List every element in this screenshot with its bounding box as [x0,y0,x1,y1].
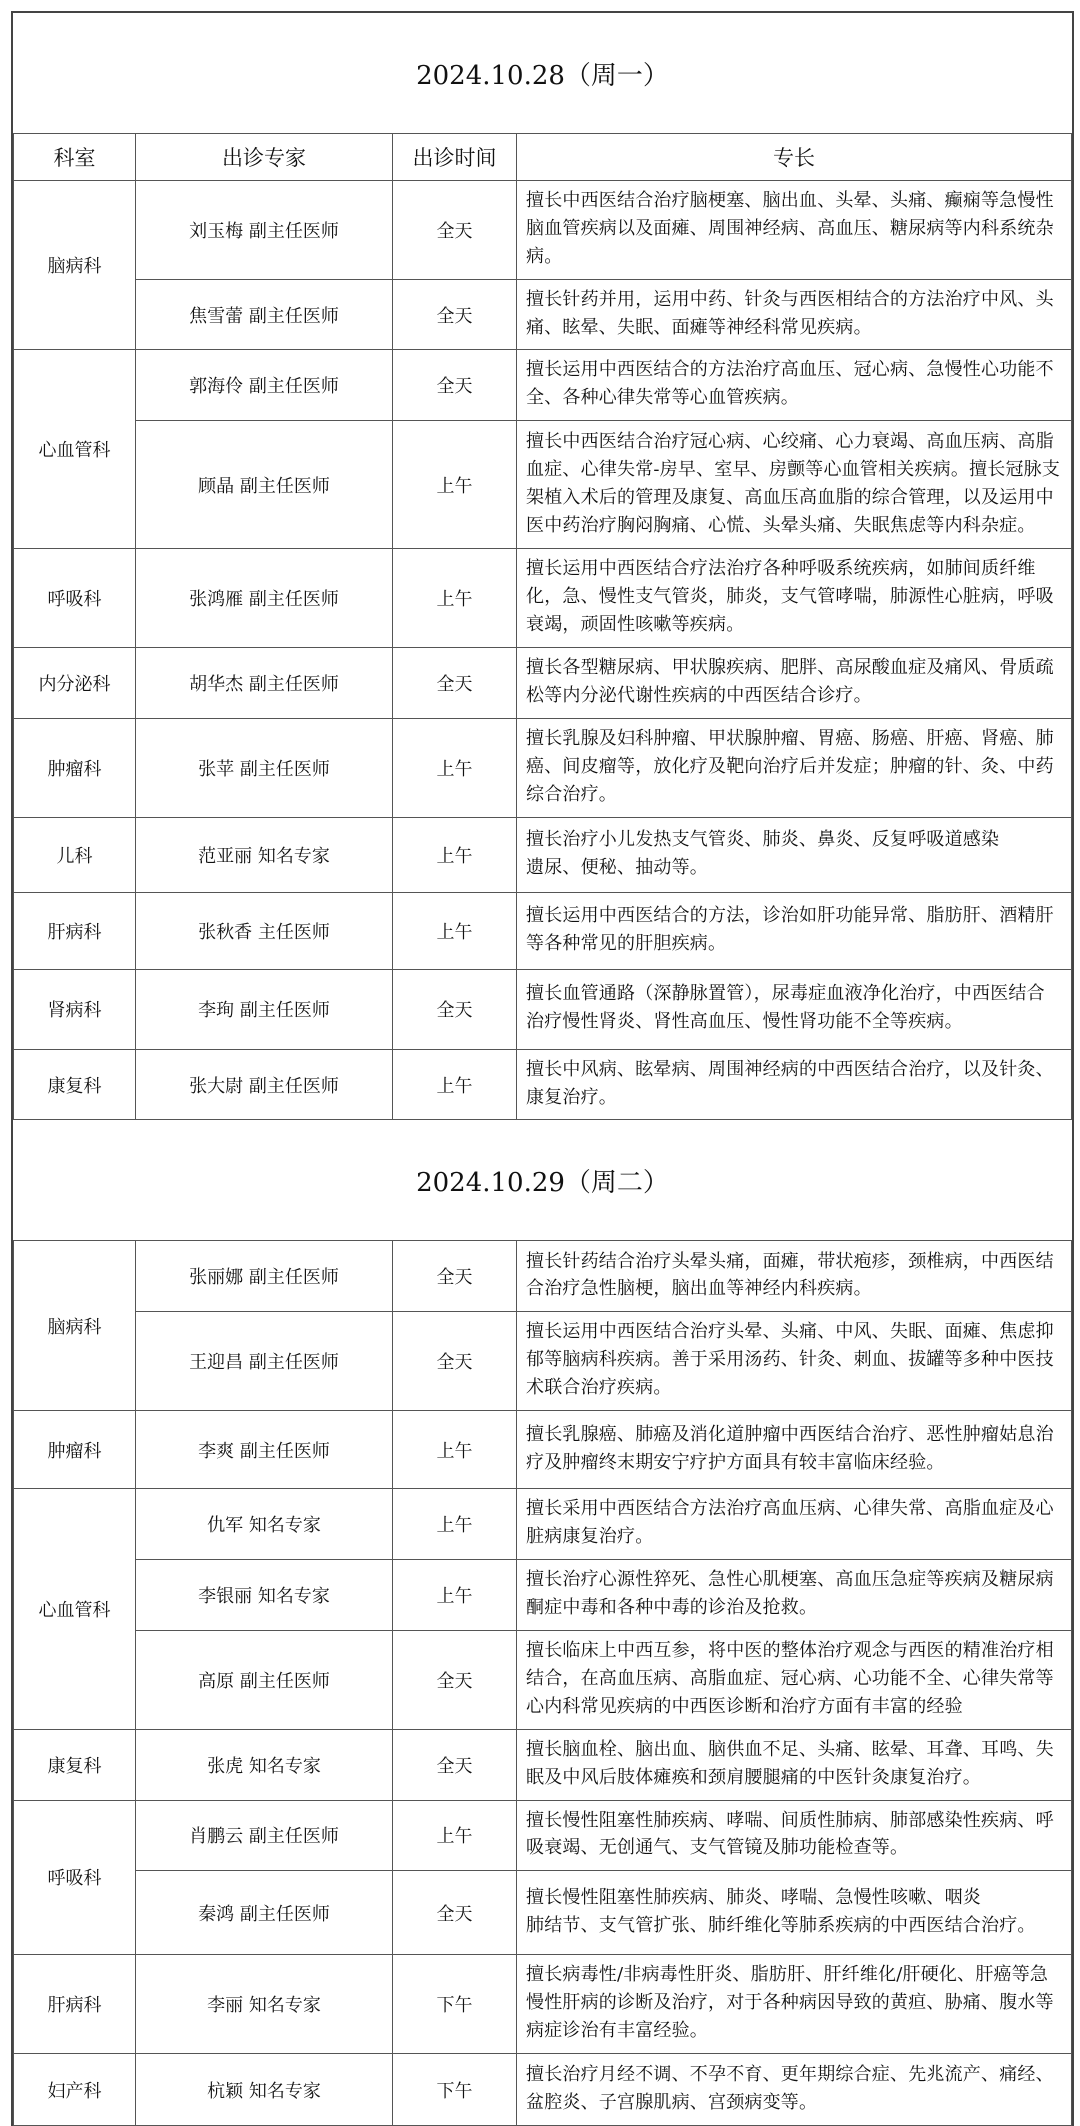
specialty-cell: 擅长病毒性/非病毒性肝炎、脂肪肝、肝纤维化/肝硬化、肝癌等急慢性肝病的诊断及治疗，对于各种病因导致的黄疸、胁痛、腹水等病症诊治有丰富经验。 [517,1955,1072,2054]
doctor-cell: 张秋香 主任医师 [136,892,393,969]
time-cell: 上午 [393,1559,517,1630]
doctor-cell: 杭颖 知名专家 [136,2054,393,2126]
specialty-cell: 擅长运用中西医结合疗法治疗各种呼吸系统疾病，如肺间质纤维化，急、慢性支气管炎，肺炎，支气管哮喘，肺源性心脏病，呼吸衰竭，顽固性咳嗽等疾病。 [517,549,1072,648]
table-row [14,1871,1072,1955]
specialty-cell: 擅长运用中西医结合的方法治疗高血压、冠心病、急慢性心功能不全、各种心律失常等心血管疾病。 [517,350,1072,421]
dept-cell: 呼吸科 [14,549,136,648]
date-text: 2024.10.28（周一） [416,60,669,91]
table-row [14,279,1072,350]
specialty-cell: 擅长慢性阻塞性肺疾病、哮喘、间质性肺病、肺部感染性疾病、呼吸衰竭、无创通气、支气管镜及肺功能检查等。 [517,1800,1072,1871]
dept-cell: 肝病科 [14,1955,136,2054]
specialty-cell: 擅长中西医结合治疗脑梗塞、脑出血、头晕、头痛、癫痫等急慢性脑血管疾病以及面瘫、周围神经病、高血压、糖尿病等内科系统杂病。 [517,181,1072,280]
doctor-cell: 张丽娜 副主任医师 [136,1241,393,1312]
table-row [14,2054,1072,2126]
table-row [14,817,1072,892]
specialty-cell: 擅长运用中西医结合的方法，诊治如肝功能异常、脂肪肝、酒精肝等各种常见的肝胆疾病。 [517,892,1072,969]
specialty-cell: 擅长治疗心源性猝死、急性心肌梗塞、高血压急症等疾病及糖尿病酮症中毒和各种中毒的诊治及抢救。 [517,1559,1072,1630]
date-text: 2024.10.29（周二） [416,1167,669,1198]
table-row [14,181,1072,280]
table-row [14,549,1072,648]
date-heading [14,1120,1072,1241]
doctor-cell: 胡华杰 副主任医师 [136,648,393,719]
table-row [14,1955,1072,2054]
doctor-cell: 李爽 副主任医师 [136,1411,393,1489]
doctor-cell: 张大尉 副主任医师 [136,1049,393,1120]
table-row [14,648,1072,719]
table-row [14,969,1072,1049]
dept-cell: 儿科 [14,817,136,892]
dept-cell: 心血管科 [14,1489,136,1729]
time-cell: 上午 [393,719,517,818]
doctor-cell: 张苹 副主任医师 [136,719,393,818]
doctor-cell: 顾晶 副主任医师 [136,421,393,549]
table-row [14,892,1072,969]
header-dept: 科室 [14,134,136,181]
specialty-cell: 擅长血管通路（深静脉置管），尿毒症血液净化治疗，中西医结合治疗慢性肾炎、肾性高血压、慢性肾功能不全等疾病。 [517,969,1072,1049]
table-row [14,1729,1072,1800]
doctor-cell: 张虎 知名专家 [136,1729,393,1800]
dept-cell: 肿瘤科 [14,1411,136,1489]
specialty-cell: 擅长脑血栓、脑出血、脑供血不足、头痛、眩晕、耳聋、耳鸣、失眠及中风后肢体瘫痪和颈肩腰腿痛的中医针灸康复治疗。 [517,1729,1072,1800]
specialty-cell: 擅长采用中西医结合方法治疗高血压病、心律失常、高脂血症及心脏病康复治疗。 [517,1489,1072,1560]
table-row [14,1411,1072,1489]
doctor-cell: 李丽 知名专家 [136,1955,393,2054]
time-cell: 下午 [393,2054,517,2126]
time-cell: 全天 [393,1729,517,1800]
doctor-cell: 王迎昌 副主任医师 [136,1312,393,1411]
dept-cell: 康复科 [14,1729,136,1800]
table-row [14,1489,1072,1560]
dept-cell: 脑病科 [14,1241,136,1411]
schedule-table [13,13,1072,2126]
specialty-cell: 擅长乳腺癌、肺癌及消化道肿瘤中西医结合治疗、恶性肿瘤姑息治疗及肿瘤终末期安宁疗护方面具有较丰富临床经验。 [517,1411,1072,1489]
table-row [14,719,1072,818]
time-cell: 全天 [393,350,517,421]
date-heading [14,13,1072,134]
doctor-cell: 焦雪蕾 副主任医师 [136,279,393,350]
time-cell: 上午 [393,892,517,969]
specialty-cell: 擅长慢性阻塞性肺疾病、肺炎、哮喘、急慢性咳嗽、咽炎 肺结节、支气管扩张、肺纤维化等肺系疾病的中西医结合治疗。 [517,1871,1072,1955]
doctor-cell: 李银丽 知名专家 [136,1559,393,1630]
header-time: 出诊时间 [393,134,517,181]
time-cell: 上午 [393,1049,517,1120]
dept-cell: 肿瘤科 [14,719,136,818]
doctor-cell: 郭海伶 副主任医师 [136,350,393,421]
time-cell: 上午 [393,549,517,648]
table-row [14,350,1072,421]
table-row [14,1800,1072,1871]
specialty-cell: 擅长治疗月经不调、不孕不育、更年期综合症、先兆流产、痛经、盆腔炎、子宫腺肌病、宫颈病变等。 [517,2054,1072,2126]
time-cell: 上午 [393,1800,517,1871]
table-row [14,1049,1072,1120]
dept-cell: 心血管科 [14,350,136,549]
time-cell: 上午 [393,1411,517,1489]
table-row [14,1241,1072,1312]
time-cell: 上午 [393,817,517,892]
dept-cell: 康复科 [14,1049,136,1120]
table-row [14,1559,1072,1630]
time-cell: 全天 [393,969,517,1049]
time-cell: 下午 [393,1955,517,2054]
time-cell: 上午 [393,1489,517,1560]
doctor-cell: 高原 副主任医师 [136,1630,393,1729]
time-cell: 上午 [393,421,517,549]
header-doctor: 出诊专家 [136,134,393,181]
doctor-cell: 刘玉梅 副主任医师 [136,181,393,280]
time-cell: 全天 [393,1871,517,1955]
header-row [14,134,1072,181]
time-cell: 全天 [393,279,517,350]
specialty-cell: 擅长针药结合治疗头晕头痛，面瘫，带状疱疹，颈椎病，中西医结合治疗急性脑梗，脑出血等神经内科疾病。 [517,1241,1072,1312]
date-band-row [14,13,1072,134]
specialty-cell: 擅长各型糖尿病、甲状腺疾病、肥胖、高尿酸血症及痛风、骨质疏松等内分泌代谢性疾病的中西医结合诊疗。 [517,648,1072,719]
table-row [14,1630,1072,1729]
specialty-cell: 擅长治疗小儿发热支气管炎、肺炎、鼻炎、反复呼吸道感染 遗尿、便秘、抽动等。 [517,817,1072,892]
doctor-cell: 肖鹏云 副主任医师 [136,1800,393,1871]
time-cell: 全天 [393,1312,517,1411]
date-band-row [14,1120,1072,1241]
time-cell: 全天 [393,1241,517,1312]
table-row [14,1312,1072,1411]
specialty-cell: 擅长乳腺及妇科肿瘤、甲状腺肿瘤、胃癌、肠癌、肝癌、肾癌、肺癌、间皮瘤等，放化疗及靶向治疗后并发症；肿瘤的针、灸、中药综合治疗。 [517,719,1072,818]
table-row [14,421,1072,549]
time-cell: 全天 [393,648,517,719]
doctor-cell: 秦鸿 副主任医师 [136,1871,393,1955]
header-specialty: 专长 [517,134,1072,181]
dept-cell: 肾病科 [14,969,136,1049]
time-cell: 全天 [393,181,517,280]
specialty-cell: 擅长临床上中西互参，将中医的整体治疗观念与西医的精准治疗相结合，在高血压病、高脂血症、冠心病、心功能不全、心律失常等心内科常见疾病的中西医诊断和治疗方面有丰富的经验 [517,1630,1072,1729]
dept-cell: 肝病科 [14,892,136,969]
schedule-sheet [11,11,1074,2126]
dept-cell: 妇产科 [14,2054,136,2126]
specialty-cell: 擅长中西医结合治疗冠心病、心绞痛、心力衰竭、高血压病、高脂血症、心律失常-房早、室早、房颤等心血管相关疾病。擅长冠脉支架植入术后的管理及康复、高血压高血脂的综合管理，以及运用中医中药治疗胸闷胸痛、心慌、头晕头痛、失眠焦虑等内科杂症。 [517,421,1072,549]
time-cell: 全天 [393,1630,517,1729]
dept-cell: 脑病科 [14,181,136,350]
dept-cell: 呼吸科 [14,1800,136,1955]
doctor-cell: 范亚丽 知名专家 [136,817,393,892]
specialty-cell: 擅长运用中西医结合治疗头晕、头痛、中风、失眠、面瘫、焦虑抑郁等脑病科疾病。善于采用汤药、针灸、刺血、拔罐等多种中医技术联合治疗疾病。 [517,1312,1072,1411]
doctor-cell: 仇军 知名专家 [136,1489,393,1560]
dept-cell: 内分泌科 [14,648,136,719]
specialty-cell: 擅长中风病、眩晕病、周围神经病的中西医结合治疗，以及针灸、康复治疗。 [517,1049,1072,1120]
doctor-cell: 李珣 副主任医师 [136,969,393,1049]
doctor-cell: 张鸿雁 副主任医师 [136,549,393,648]
specialty-cell: 擅长针药并用，运用中药、针灸与西医相结合的方法治疗中风、头痛、眩晕、失眠、面瘫等神经科常见疾病。 [517,279,1072,350]
